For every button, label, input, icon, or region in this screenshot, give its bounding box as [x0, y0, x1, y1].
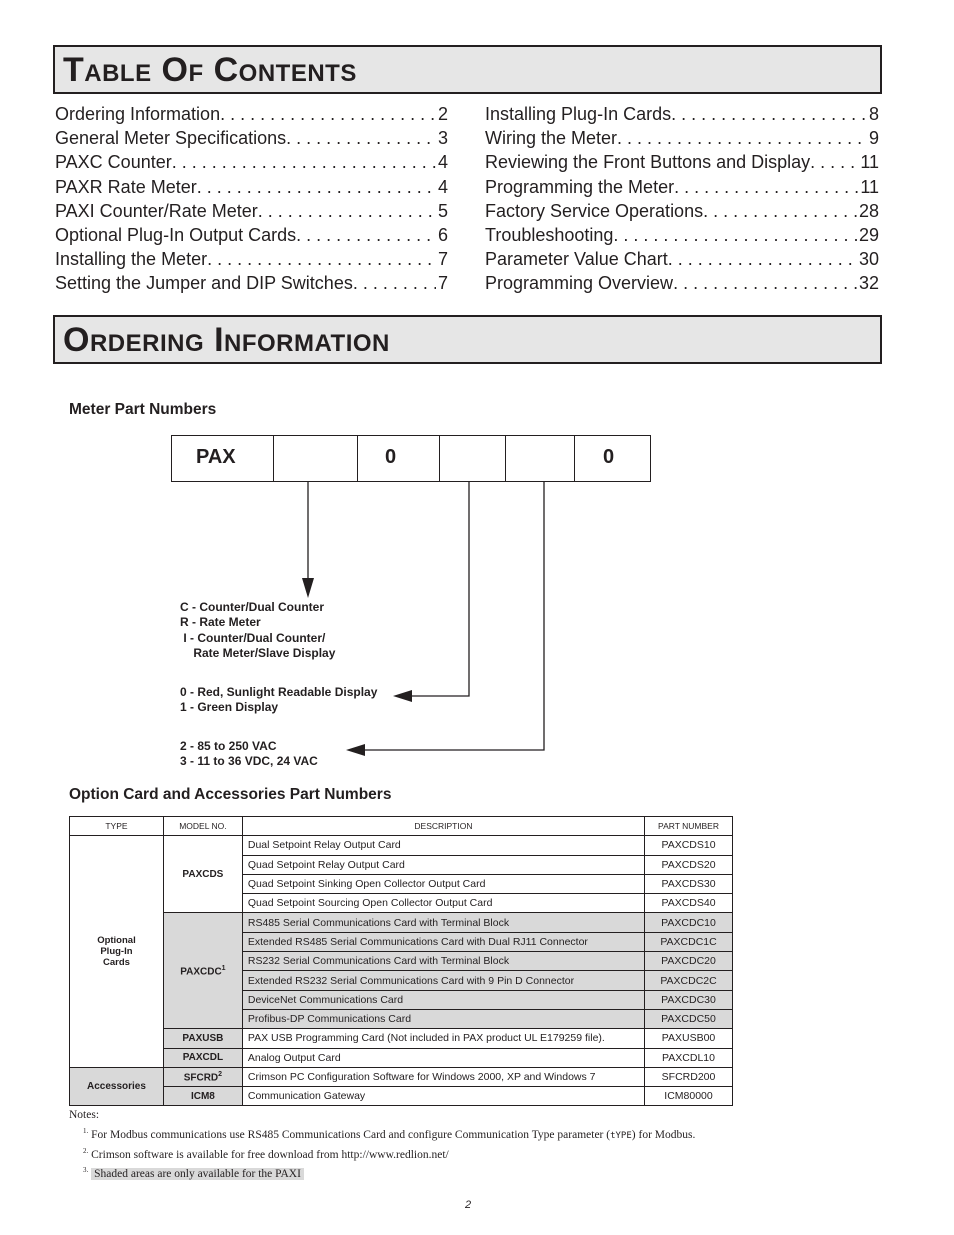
table-row-desc: RS232 Serial Communications Card with Terminal Block: [242, 952, 644, 971]
col-header-type: TYPE: [70, 817, 164, 836]
ordering-title: Ordering Information: [63, 321, 390, 359]
toc-entry-label: Setting the Jumper and DIP Switches: [55, 273, 353, 294]
table-row-desc: Profibus-DP Communications Card: [242, 1009, 644, 1028]
power-options: [180, 739, 318, 770]
model-icm8: ICM8: [163, 1087, 242, 1106]
toc-entry-page: 11: [860, 152, 879, 173]
meter-part-numbers-heading: Meter Part Numbers: [69, 401, 217, 418]
toc-entry-page: 7: [437, 273, 448, 294]
type-options: [180, 600, 335, 662]
table-row-part: SFCRD200: [645, 1067, 733, 1086]
toc-entry-label: PAXI Counter/Rate Meter: [55, 200, 258, 221]
notes-label: Notes:: [69, 1109, 100, 1121]
option-line: Rate Meter/Slave Display: [180, 646, 336, 661]
type-plugin-cards: Optional Plug-In Cards: [70, 836, 164, 1068]
table-row-part: PAXCDC1C: [645, 932, 733, 951]
arrow-left-icon: [393, 690, 412, 702]
toc-entry-page: 32: [858, 273, 879, 294]
col-header-model: MODEL NO.: [163, 817, 242, 836]
table-row-part: PAXCDS20: [645, 855, 733, 874]
toc-entry-page: 9: [868, 128, 879, 149]
toc-entry-page: 28: [858, 200, 879, 221]
toc-entry-label: Programming Overview: [485, 273, 674, 294]
table-row-desc: DeviceNet Communications Card: [242, 990, 644, 1009]
table-row-desc: Quad Setpoint Sourcing Open Collector Output Card: [242, 894, 644, 913]
table-row-part: PAXCDC30: [645, 990, 733, 1009]
toc-entry-label: Installing the Meter: [55, 249, 208, 270]
toc-entry-label: Installing Plug-In Cards: [485, 104, 672, 124]
table-row-part: PAXCDL10: [645, 1048, 733, 1067]
col-header-description: DESCRIPTION: [242, 817, 644, 836]
arrow-left-icon: [346, 744, 365, 756]
option-line: I - Counter/Dual Counter/: [180, 630, 326, 645]
table-row-desc: Analog Output Card: [242, 1048, 644, 1067]
display-options: [180, 685, 377, 716]
note-1: $^{1.}$ For Modbus communications use RS485 Communications Card and configure Communication Type parameter (tYPE) for Modbus.: [83, 1126, 696, 1141]
toc-entry-label: Troubleshooting: [485, 225, 614, 246]
table-row-part: PAXCDS40: [645, 894, 733, 913]
notes: [69, 1108, 695, 1182]
table-row-desc: Crimson PC Configuration Software for Windows 2000, XP and Windows 7: [242, 1067, 644, 1086]
part-cell-prefix: PAX: [172, 436, 274, 481]
model-paxcds: PAXCDS: [163, 836, 242, 913]
model-paxcdl: PAXCDL: [163, 1048, 242, 1067]
toc-entry-page: 7: [437, 249, 448, 270]
table-row-part: PAXUSB00: [645, 1029, 733, 1048]
table-row-desc: PAX USB Programming Card (Not included in PAX product UL E179259 file).: [242, 1029, 644, 1048]
toc-entry-label: Optional Plug-In Output Cards: [55, 225, 297, 246]
parts-table: [69, 816, 733, 1106]
table-row-part: PAXCDC10: [645, 913, 733, 932]
model-sfcrd: SFCRD$^2$: [163, 1067, 242, 1086]
toc-entry-label: Ordering Information: [55, 104, 221, 124]
toc-entry-page: 29: [858, 225, 879, 246]
toc-entry-label: Programming the Meter: [485, 176, 675, 197]
toc-entry-label: Reviewing the Front Buttons and Display: [485, 152, 811, 173]
table-row-desc: Quad Setpoint Sinking Open Collector Output Card: [242, 874, 644, 893]
model-paxusb: PAXUSB: [163, 1029, 242, 1048]
option-line: 2 - 85 to 250 VAC: [180, 739, 277, 753]
table-row-desc: Extended RS232 Serial Communications Card with 9 Pin D Connector: [242, 971, 644, 990]
toc-entry-label: Parameter Value Chart: [485, 249, 668, 270]
part-cell-zero-1: 0: [358, 436, 440, 481]
table-row-desc: RS485 Serial Communications Card with Terminal Block: [242, 913, 644, 932]
option-line: 0 - Red, Sunlight Readable Display: [180, 685, 378, 699]
toc-entry-page: 4: [437, 152, 448, 173]
toc-entry-page: 30: [858, 249, 879, 270]
option-line: 1 - Green Display: [180, 700, 279, 715]
toc-entry-page: 2: [437, 104, 448, 124]
table-row-part: PAXCDS30: [645, 874, 733, 893]
table-row-part: PAXCDC2C: [645, 971, 733, 990]
toc-title: Table Of Contents: [63, 51, 357, 89]
toc-entry-page: 3: [437, 128, 448, 149]
note-2: $^{2.}$ Crimson software is available for free download from http://www.redlion.net/: [83, 1146, 449, 1161]
table-row-part: PAXCDC20: [645, 952, 733, 971]
option-card-heading: Option Card and Accessories Part Numbers: [69, 786, 392, 803]
table-row-desc: Communication Gateway: [242, 1087, 644, 1106]
toc-entry-page: 8: [868, 104, 879, 124]
toc-entry-label: Factory Service Operations: [485, 200, 704, 221]
toc-entry-label: PAXR Rate Meter: [55, 176, 197, 197]
toc-entry-page: 11: [860, 176, 879, 197]
toc-entry-page: 4: [437, 176, 448, 197]
option-line: C - Counter/Dual Counter: [180, 600, 324, 614]
arrow-down-icon: [302, 578, 314, 598]
type-param-code: tYPE: [610, 1130, 632, 1141]
table-row-desc: Dual Setpoint Relay Output Card: [242, 836, 644, 855]
toc-entry-label: PAXC Counter: [55, 152, 172, 173]
col-header-part-number: PART NUMBER: [645, 817, 733, 836]
table-row-desc: Quad Setpoint Relay Output Card: [242, 855, 644, 874]
table-row-part: ICM80000: [645, 1087, 733, 1106]
model-paxcdc: PAXCDC$^1$: [163, 913, 242, 1029]
toc-entry-page: 6: [437, 225, 448, 246]
table-row-part: PAXCDC50: [645, 1009, 733, 1028]
type-accessories: Accessories: [70, 1067, 164, 1106]
page-number: 2: [465, 1199, 472, 1211]
option-line: R - Rate Meter: [180, 615, 261, 630]
toc-entry-label: General Meter Specifications: [55, 128, 287, 149]
part-cell-zero-2: 0: [603, 446, 615, 468]
table-row-part: PAXCDS10: [645, 836, 733, 855]
toc-entry-label: Wiring the Meter: [485, 128, 618, 149]
note-3: $^{3.}$ Shaded areas are only available for the PAXI: [69, 1163, 695, 1182]
toc-entry-page: 5: [437, 200, 448, 221]
table-row-desc: Extended RS485 Serial Communications Card with Dual RJ11 Connector: [242, 932, 644, 951]
option-line: 3 - 11 to 36 VDC, 24 VAC: [180, 754, 318, 769]
